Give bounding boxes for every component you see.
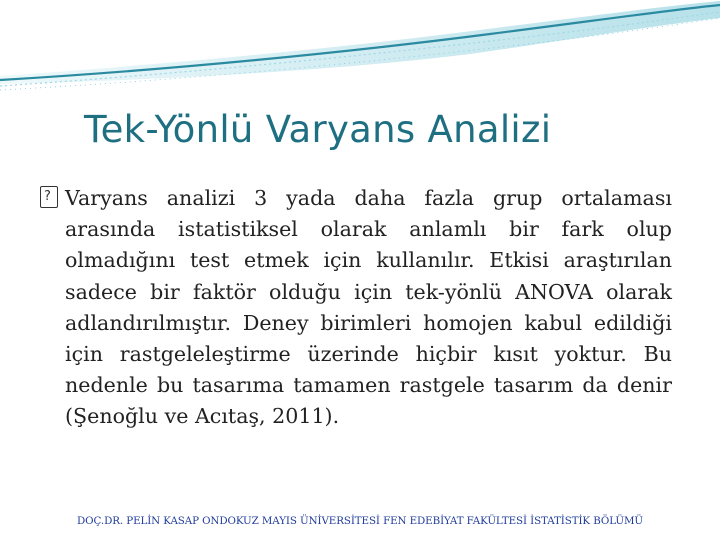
unknown-glyph-icon: ? (40, 186, 58, 208)
wave-decoration (0, 0, 720, 110)
bullet-paragraph: Varyans analizi 3 yada daha fazla grup ortalaması arasında istatistiksel olarak anlamlı bir fark olup olmadığını test etmek için kullanılır. Etkisi araştırılan sadece bir faktör olduğu için tek-yönlü ANOVA olarak adlandırılmıştır. Deney birimleri homojen kabul edildiği için rastgeleleştirme üzerinde hiçbir kısıt yoktur. Bu nedenle bu tasarıma tamamen rastgele tasarım da denir (Şenoğlu ve Acıtaş, 2011). (65, 186, 672, 429)
slide-footer: DOÇ.DR. PELİN KASAP ONDOKUZ MAYIS ÜNİVERSİTESİ FEN EDEBİYAT FAKÜLTESİ İSTATİSTİK BÖLÜMÜ (77, 515, 643, 527)
slide-title: Tek-Yönlü Varyans Analizi (84, 108, 552, 151)
bullet-item (40, 183, 672, 433)
